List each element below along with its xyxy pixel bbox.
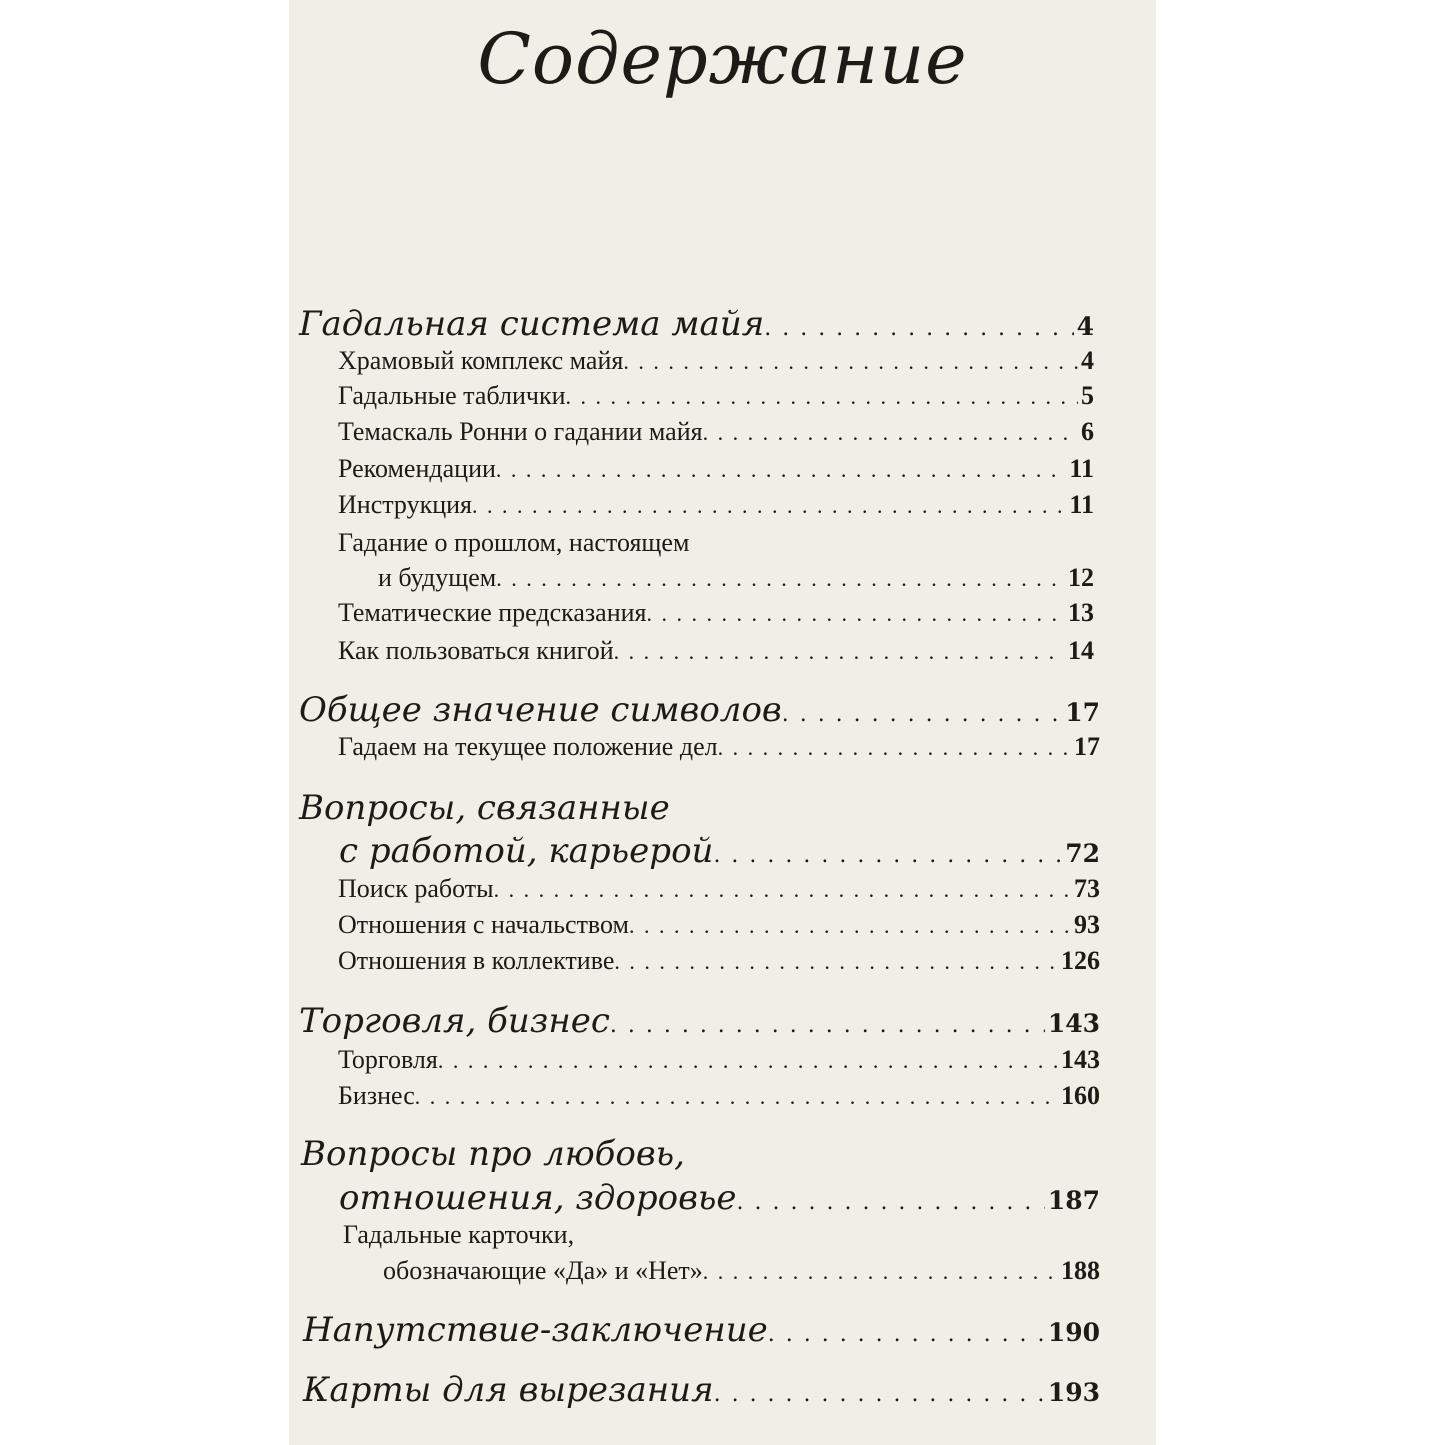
toc-section-label: с работой, карьерой: [339, 831, 714, 871]
toc-page-number: 17: [1065, 698, 1100, 727]
toc-page-number: 4: [1076, 312, 1094, 341]
dot-leader: [703, 417, 1078, 447]
toc-subsection-label: обозначающие «Да» и «Нет»: [383, 1256, 703, 1285]
toc-section-label: Торговля, бизнес: [299, 1001, 610, 1041]
toc-subsection-label: Бизнес: [338, 1081, 415, 1110]
toc-subsection-entry: [338, 598, 1094, 628]
dot-leader: [768, 1310, 1045, 1350]
toc-page-number: 11: [1069, 454, 1094, 483]
dot-leader: [614, 946, 1058, 976]
toc-page-number: 13: [1068, 598, 1094, 627]
toc-section-label-line1: Вопросы про любовь,: [301, 1134, 685, 1174]
toc-subsection-label: Гадальные таблички: [338, 381, 566, 410]
toc-page-number: 126: [1061, 946, 1100, 975]
toc-page-number: 160: [1061, 1081, 1100, 1110]
toc-subsection-label-line1: Гадальные карточки,: [343, 1220, 575, 1249]
toc-section-entry: [339, 1178, 1100, 1218]
dot-leader: [496, 563, 1065, 593]
toc-page-number: 93: [1074, 910, 1100, 939]
toc-page-number: 4: [1081, 346, 1094, 375]
dot-leader: [610, 1001, 1045, 1041]
dot-leader: [737, 1178, 1045, 1218]
toc-subsection-label: Как пользоваться книгой: [338, 636, 614, 665]
toc-page-number: 17: [1074, 732, 1100, 761]
toc-subsection-label: Гадаем на текущее положение дел: [338, 732, 718, 761]
toc-section-label: отношения, здоровье: [339, 1178, 737, 1218]
toc-page-number: 72: [1065, 839, 1100, 868]
toc-page-number: 14: [1068, 636, 1094, 665]
toc-section-label: Общее значение символов: [299, 690, 782, 730]
dot-leader: [718, 732, 1071, 762]
dot-leader: [494, 874, 1071, 904]
toc-subsection-label-line1: Гадание о прошлом, настоящем: [338, 528, 690, 557]
toc-section-label: Гадальная система майя: [299, 304, 765, 344]
dot-leader: [764, 304, 1073, 344]
toc-subsection-entry: [338, 910, 1100, 940]
dot-leader: [713, 831, 1062, 871]
dot-leader: [703, 1256, 1058, 1286]
toc-subsection-label: Храмовый комплекс майя: [338, 346, 624, 375]
toc-section-entry: [299, 304, 1094, 344]
toc-subsection-entry: [338, 1045, 1100, 1075]
toc-page-number: 6: [1081, 417, 1094, 446]
dot-leader: [472, 490, 1066, 520]
dot-leader: [623, 346, 1078, 376]
toc-section-entry: [299, 690, 1100, 730]
toc-subsection-entry: [383, 1256, 1100, 1286]
dot-leader: [647, 598, 1066, 628]
toc-subsection-label: Отношения с начальством: [338, 910, 629, 939]
toc-page-number: 143: [1047, 1009, 1100, 1038]
book-page: [289, 0, 1156, 1445]
toc-section-entry: [303, 1370, 1100, 1410]
dot-leader: [496, 454, 1067, 484]
toc-subsection-entry: [338, 454, 1094, 484]
toc-page-number: 187: [1047, 1186, 1100, 1215]
dot-leader: [566, 381, 1079, 411]
toc-subsection-label: Торговля: [338, 1045, 438, 1074]
dot-leader: [438, 1045, 1058, 1075]
toc-page-number: 188: [1061, 1256, 1100, 1285]
toc-subsection-entry: [338, 636, 1094, 666]
dot-leader: [415, 1081, 1058, 1111]
toc-subsection-label: Тематические предсказания: [338, 598, 647, 627]
toc-section-entry: [339, 831, 1100, 871]
toc-page-number: 190: [1047, 1318, 1100, 1347]
toc-subsection-entry: [338, 381, 1094, 411]
toc-page-number: 73: [1074, 874, 1100, 903]
toc-subsection-entry: [338, 874, 1100, 904]
toc-subsection-entry: [338, 1081, 1100, 1111]
toc-subsection-label: Рекомендации: [338, 454, 496, 483]
toc-subsection-entry: [338, 346, 1094, 376]
toc-subsection-entry: [338, 490, 1094, 520]
toc-subsection-entry: [338, 732, 1100, 762]
toc-subsection-label: Поиск работы: [338, 874, 494, 903]
toc-subsection-label: Инструкция: [338, 490, 472, 519]
toc-page-number: 193: [1047, 1378, 1100, 1407]
toc-section-label: Карты для вырезания: [303, 1370, 714, 1410]
toc-subsection-entry: [378, 563, 1094, 593]
toc-subsection-label: Отношения в коллективе: [338, 946, 615, 975]
toc-section-label-line1: Вопросы, связанные: [299, 788, 670, 828]
page-title: Содержание: [477, 18, 968, 100]
toc-subsection-label: Темаскаль Ронни о гадании майя: [338, 417, 703, 446]
toc-subsection-entry: [338, 946, 1100, 976]
toc-subsection-label: и будущем: [378, 563, 497, 592]
toc-page-number: 5: [1081, 381, 1094, 410]
toc-section-entry: [299, 1001, 1100, 1041]
toc-page-number: 12: [1068, 563, 1094, 592]
toc-page-number: 11: [1069, 490, 1094, 519]
dot-leader: [782, 690, 1062, 730]
toc-page-number: 143: [1061, 1045, 1100, 1074]
dot-leader: [714, 1370, 1045, 1410]
toc-section-entry: [303, 1310, 1100, 1350]
dot-leader: [629, 910, 1071, 940]
toc-section-label: Напутствие-заключение: [303, 1310, 768, 1350]
toc-subsection-entry: [338, 417, 1094, 447]
dot-leader: [614, 636, 1065, 666]
